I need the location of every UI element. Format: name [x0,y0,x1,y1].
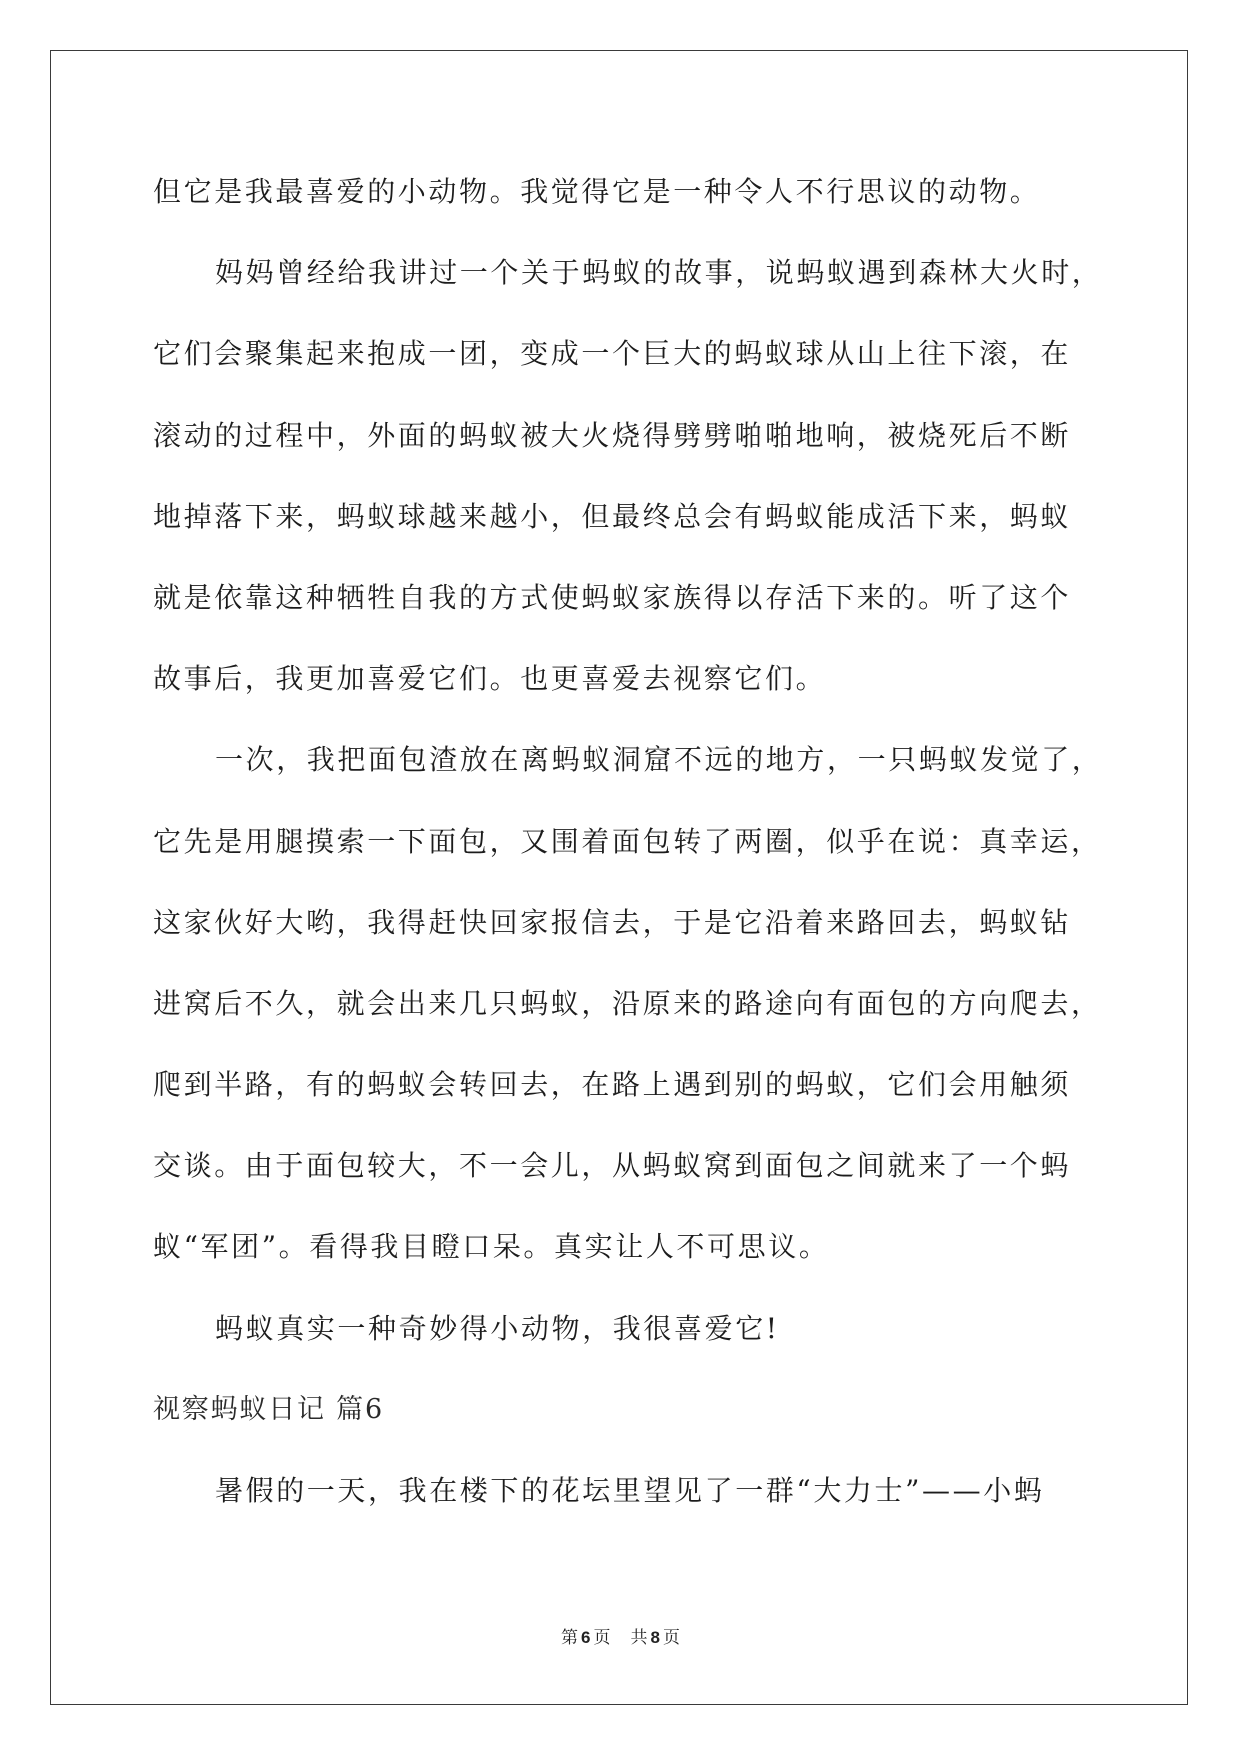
text-line: 它先是用腿摸索一下面包，又围着面包转了两圈，似乎在说：真幸运， [153,824,1102,858]
paragraph [153,1450,1153,1531]
page-suffix: 页 [593,1628,611,1648]
page-prefix: 第 [561,1628,579,1648]
paragraph [153,719,1153,1287]
text-line: 交谈。由于面包较大，不一会儿，从蚂蚁窝到面包之间就来了一个蚂 [153,1149,1072,1183]
text-line: 地掉落下来，蚂蚁球越来越小，但最终总会有蚂蚁能成活下来，蚂蚁 [153,499,1072,533]
paragraph [153,232,1153,719]
text-line: 暑假的一天，我在楼下的花坛里望见了一群“大力士”——小蚂 [215,1474,1045,1507]
paragraph [153,151,1153,232]
page-footer [0,1626,1241,1650]
text-line: 蚂蚁真实一种奇妙得小动物，我很喜爱它! [215,1311,780,1345]
text-line: 滚动的过程中，外面的蚂蚁被大火烧得劈劈啪啪地响，被烧死后不断 [153,418,1072,452]
total-prefix: 共 [630,1628,648,1648]
text-line: 这家伙好大哟，我得赶快回家报信去，于是它沿着来路回去，蚂蚁钻 [153,905,1072,939]
current-page-number: 6 [581,1628,591,1647]
text-line: 蚁“军团”。看得我目瞪口呆。真实让人不可思议。 [153,1230,830,1264]
total-pages-number: 8 [650,1628,660,1647]
text-line: 一次，我把面包渣放在离蚂蚁洞窟不远的地方，一只蚂蚁发觉了， [215,743,1103,777]
text-line: 它们会聚集起来抱成一团，变成一个巨大的蚂蚁球从山上往下滚，在 [153,337,1072,371]
text-line: 故事后，我更加喜爱它们。也更喜爱去视察它们。 [153,662,827,696]
text-line: 进窝后不久，就会出来几只蚂蚁，沿原来的路途向有面包的方向爬去， [153,986,1102,1020]
total-suffix: 页 [662,1628,680,1648]
text-line: 爬到半路，有的蚂蚁会转回去，在路上遇到别的蚂蚁，它们会用触须 [153,1068,1072,1102]
text-line: 但它是我最喜爱的小动物。我觉得它是一种令人不行思议的动物。 [153,175,1041,208]
text-line: 就是依靠这种牺牲自我的方式使蚂蚁家族得以存活下来的。听了这个 [153,580,1072,614]
text-line: 妈妈曾经给我讲过一个关于蚂蚁的故事，说蚂蚁遇到森林大火时， [215,256,1103,290]
document-body [153,151,1153,1531]
paragraph [153,1288,1153,1369]
section-heading: 视察蚂蚁日记 篇6 [153,1393,384,1425]
